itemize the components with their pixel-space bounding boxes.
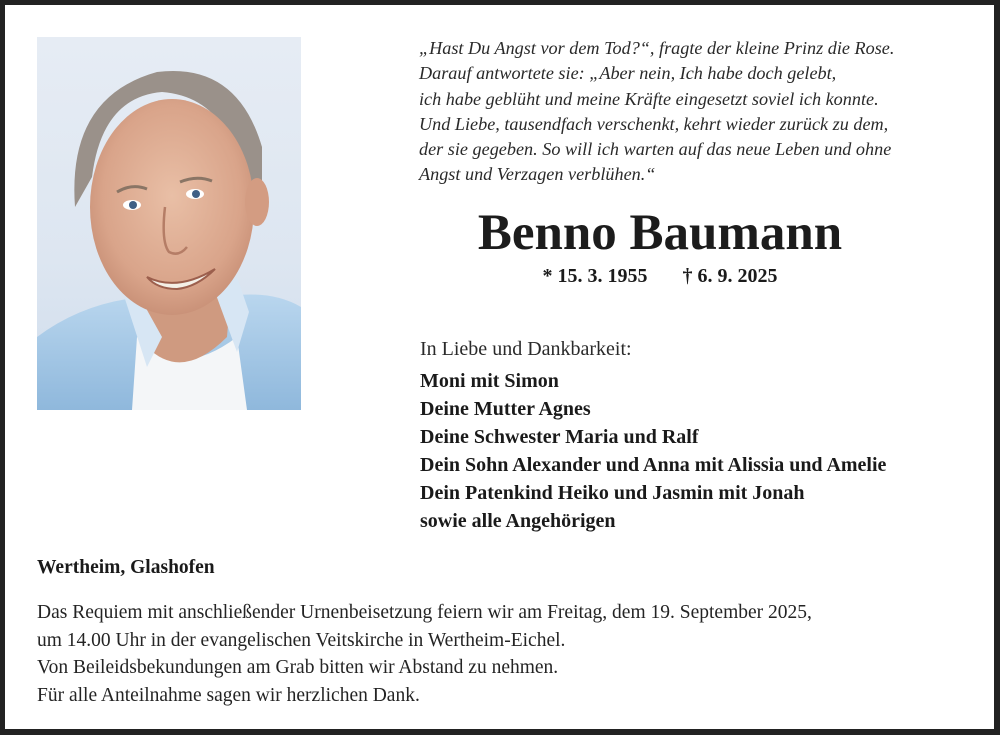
funeral-notice — [37, 599, 977, 709]
deceased-name: Benno Baumann — [477, 205, 843, 261]
birth-date: * 15. 3. 1955 — [542, 265, 648, 287]
portrait-image — [37, 37, 301, 410]
mourner-entry: Moni mit Simon — [420, 370, 559, 392]
mourners-label: In Liebe und Dankbarkeit: — [420, 338, 632, 360]
life-dates — [418, 263, 902, 289]
notice-line: Das Requiem mit anschließender Urnenbeisetzung feiern wir am Freitag, dem 19. September 2025, — [37, 602, 812, 623]
quote-line: „Hast Du Angst vor dem Tod?“, fragte der kleine Prinz die Rose. — [419, 38, 895, 58]
quote-line: Angst und Verzagen verblühen.“ — [419, 164, 656, 185]
quote-line: der sie gegeben. So will ich warten auf das neue Leben und ohne — [419, 139, 892, 160]
death-date: † 6. 9. 2025 — [682, 265, 778, 287]
mourner-entry: Dein Patenkind Heiko und Jasmin mit Jonah — [420, 482, 805, 504]
notice-line: Von Beileidsbekundungen am Grab bitten wir Abstand zu nehmen. — [37, 657, 559, 678]
quote-line: ich habe geblüht und meine Kräfte eingesetzt soviel ich konnte. — [419, 88, 879, 109]
mourner-entry: Deine Mutter Agnes — [420, 398, 591, 420]
notice-line: um 14.00 Uhr in der evangelischen Veitskirche in Wertheim-Eichel. — [37, 629, 566, 651]
mourners-list — [420, 367, 886, 535]
obituary-card — [5, 5, 994, 729]
portrait-photo — [37, 37, 301, 410]
quote-block — [419, 36, 979, 188]
quote-line: Darauf antwortete sie: „Aber nein, Ich habe doch gelebt, — [419, 63, 837, 84]
place-name: Wertheim, Glashofen — [37, 557, 215, 578]
notice-line: Für alle Anteilnahme sagen wir herzlichen Dank. — [37, 684, 420, 706]
mourner-entry: sowie alle Angehörigen — [420, 510, 616, 532]
mourner-entry: Dein Sohn Alexander und Anna mit Alissia und Amelie — [420, 454, 887, 476]
mourner-entry: Deine Schwester Maria und Ralf — [420, 426, 699, 448]
quote-line: Und Liebe, tausendfach verschenkt, kehrt wieder zurück zu dem, — [419, 113, 889, 134]
